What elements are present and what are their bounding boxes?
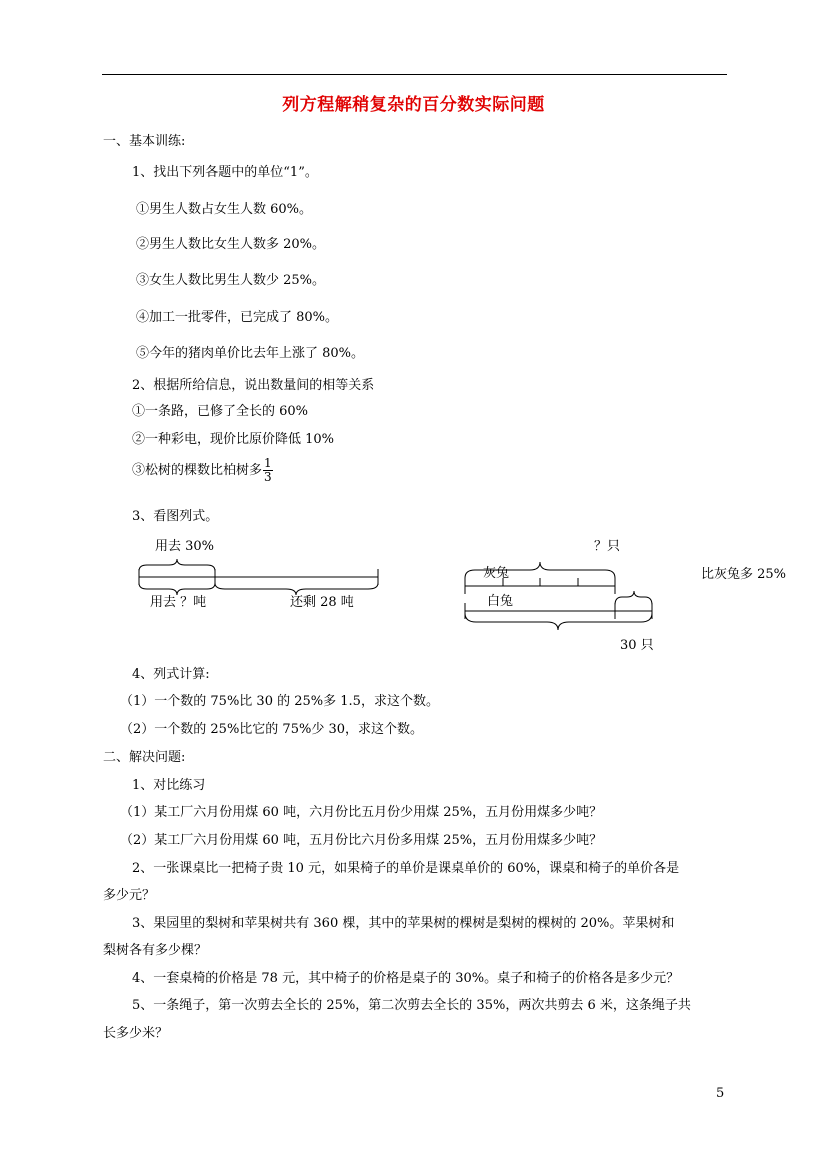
diagram1-top-label: 用去 30% xyxy=(155,539,215,554)
s2-q1-prompt: 1、对比练习 xyxy=(132,778,206,793)
q1-prompt: 1、找出下列各题中的单位“1”。 xyxy=(132,165,318,180)
s2-q2-line-1: 2、一张课桌比一把椅子贵 10 元，如果椅子的单价是课桌单价的 60%，课桌和椅子的单价各是 xyxy=(132,861,680,876)
page-number: 5 xyxy=(716,1086,725,1101)
diagram2-extra-brace xyxy=(615,591,652,605)
q4-item-1: （1）一个数的 75%比 30 的 25%多 1.5，求这个数。 xyxy=(120,694,439,709)
section-2-heading: 二、解决问题: xyxy=(103,750,186,765)
q2-item-3-text: ③松树的棵数比柏树多 xyxy=(132,463,263,478)
diagram1-bottom-left-label: 用去 ？吨 xyxy=(150,595,207,610)
diagram2-white-label: 白兔 xyxy=(487,594,514,609)
q1-item-5: ⑤今年的猪肉单价比去年上涨了 80%。 xyxy=(136,346,365,361)
q2-prompt: 2、根据所给信息，说出数量间的相等关系 xyxy=(132,378,375,393)
q2-item-1: ①一条路，已修了全长的 60% xyxy=(132,404,309,419)
diagram1-bottom-right-label: 还剩 28 吨 xyxy=(290,595,354,610)
s2-q3-line-1: 3、果园里的梨树和苹果树共有 360 棵，其中的苹果树的棵树是梨树的棵树的 20%。苹果树和 xyxy=(132,916,675,931)
s2-q1-item-2: （2）某工厂六月份用煤 60 吨，五月份比六月份多用煤 25%，五月份用煤多少吨？ xyxy=(120,833,603,848)
diagram2-top-label: ？只 xyxy=(594,539,621,554)
s2-q1-item-1: （1）某工厂六月份用煤 60 吨，六月份比五月份少用煤 25%，五月份用煤多少吨？ xyxy=(120,805,603,820)
fraction-denominator: 3 xyxy=(264,470,272,484)
q4-item-2: （2）一个数的 25%比它的 75%少 30，求这个数。 xyxy=(120,722,423,737)
q4-prompt: 4、列式计算: xyxy=(132,667,210,682)
section-1-heading: 一、基本训练: xyxy=(103,134,186,149)
q2-item-2: ②一种彩电，现价比原价降低 10% xyxy=(132,432,335,447)
s2-q5-line-2: 长多少米？ xyxy=(103,1026,169,1041)
diagram1-segment xyxy=(139,569,378,585)
q1-item-4: ④加工一批零件，已完成了 80%。 xyxy=(136,310,339,325)
q1-item-2: ②男生人数比女生人数多 20%。 xyxy=(136,237,326,252)
diagram1-bottom-right-brace xyxy=(215,583,378,595)
diagram2-right-label: 比灰兔多 25% xyxy=(701,567,787,582)
diagram2-gray-label: 灰兔 xyxy=(483,566,510,581)
diagram2-bottom-brace xyxy=(465,613,652,630)
s2-q5-line-1: 5、一条绳子，第一次剪去全长的 25%，第二次剪去全长的 35%，两次共剪去 6 米，这条绳子共 xyxy=(132,998,691,1013)
diagram2-bottom-label: 30 只 xyxy=(620,638,654,653)
s2-q2-line-2: 多少元？ xyxy=(103,888,156,903)
page-title: 列方程解稍复杂的百分数实际问题 xyxy=(282,95,545,115)
diagram1-bottom-left-brace xyxy=(139,583,215,595)
q1-item-3: ③女生人数比男生人数少 25%。 xyxy=(136,273,326,288)
s2-q3-line-2: 梨树各有多少棵？ xyxy=(103,943,208,958)
s2-q4-line-1: 4、一套桌椅的价格是 78 元，其中椅子的价格是桌子的 30%。桌子和椅子的价格各是多少元？ xyxy=(132,971,680,986)
q1-item-1: ①男生人数占女生人数 60%。 xyxy=(136,202,313,217)
fraction-numerator: 1 xyxy=(264,456,272,470)
diagram1-top-brace xyxy=(139,559,215,571)
q3-prompt: 3、看图列式。 xyxy=(132,509,219,524)
